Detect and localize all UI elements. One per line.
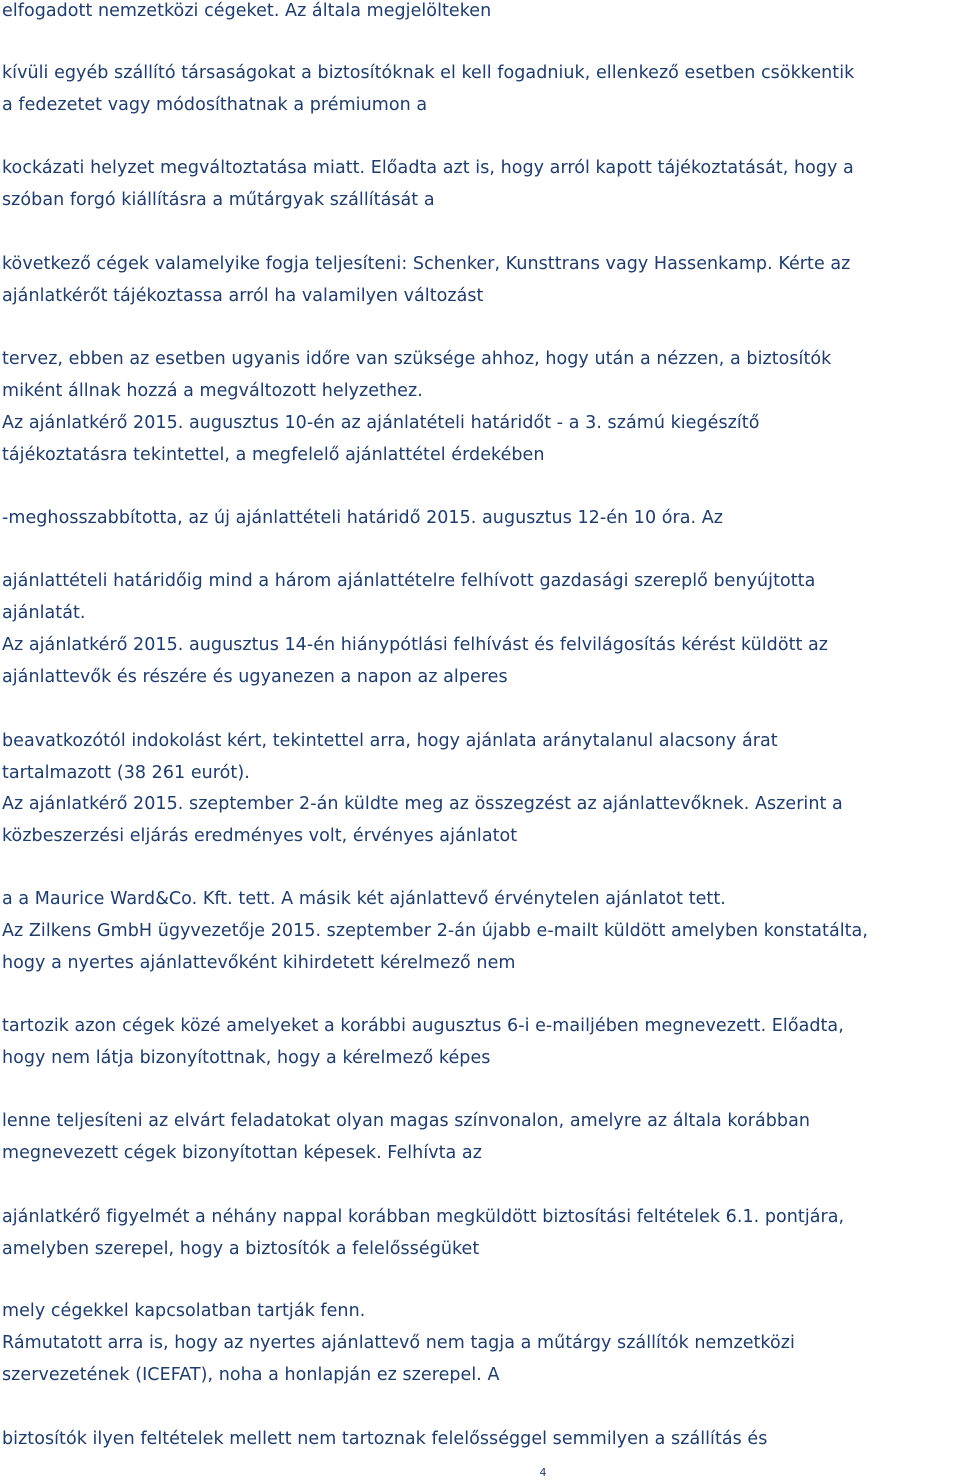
text-line: elfogadott nemzetközi cégeket. Az általa megjelölteken (2, 1, 492, 21)
text-line: lenne teljesíteni az elvárt feladatokat olyan magas színvonalon, amelyre az általa korábban (2, 1111, 810, 1131)
text-line: miként állnak hozzá a megváltozott helyzethez. (2, 381, 423, 401)
text-line: hogy a nyertes ajánlattevőként kihirdetett kérelmező nem (2, 953, 516, 973)
text-line: ajánlatkérőt tájékoztassa arról ha valamilyen változást (2, 286, 484, 306)
text-line: szervezetének (ICEFAT), noha a honlapján ez szerepel. A (2, 1365, 500, 1385)
text-line: hogy nem látja bizonyítottnak, hogy a kérelmező képes (2, 1048, 491, 1068)
text-line: mely cégekkel kapcsolatban tartják fenn. (2, 1301, 366, 1321)
text-line: a fedezetet vagy módosíthatnak a prémiumon a (2, 95, 428, 115)
text-line: a a Maurice Ward&Co. Kft. tett. A másik két ajánlattevő érvénytelen ajánlatot tett. (2, 889, 726, 909)
text-line: amelyben szerepel, hogy a biztosítók a felelősségüket (2, 1239, 480, 1259)
text-line: Az Zilkens GmbH ügyvezetője 2015. szeptember 2-án újabb e-mailt küldött amelyben konstatálta, (2, 921, 868, 941)
text-line: Az ajánlatkérő 2015. augusztus 10-én az ajánlatételi határidőt - a 3. számú kiegészítő (2, 413, 760, 433)
text-line: Az ajánlatkérő 2015. szeptember 2-án küldte meg az összegzést az ajánlattevőknek. Aszerint a (2, 794, 843, 814)
text-line: ajánlattevők és részére és ugyanezen a napon az alperes (2, 667, 508, 687)
text-line: közbeszerzési eljárás eredményes volt, érvényes ajánlatot (2, 826, 518, 846)
text-line: ajánlatát. (2, 603, 86, 623)
text-line: Az ajánlatkérő 2015. augusztus 14-én hiánypótlási felhívást és felvilágosítás kérést küldött az (2, 635, 829, 655)
text-line: Rámutatott arra is, hogy az nyertes ajánlattevő nem tagja a műtárgy szállítók nemzetközi (2, 1333, 795, 1353)
text-line: kívüli egyéb szállító társaságokat a biztosítóknak el kell fogadniuk, ellenkező esetben csökkentik (2, 63, 855, 83)
text-line: következő cégek valamelyike fogja teljesíteni: Schenker, Kunsttrans vagy Hassenkamp. Kérte az (2, 254, 851, 274)
text-line: tájékoztatásra tekintettel, a megfelelő ajánlattétel érdekében (2, 445, 545, 465)
text-line: -meghosszabbította, az új ajánlattételi határidő 2015. augusztus 12-én 10 óra. Az (2, 508, 724, 528)
text-line: beavatkozótól indokolást kért, tekintettel arra, hogy ajánlata aránytalanul alacsony árat (2, 731, 778, 751)
page-number: 4 (539, 1466, 547, 1479)
text-line: tartalmazott (38 261 eurót). (2, 763, 250, 783)
text-line: tartozik azon cégek közé amelyeket a korábbi augusztus 6-i e-mailjében megnevezett. Előadta, (2, 1016, 844, 1036)
text-line: tervez, ebben az esetben ugyanis időre van szüksége ahhoz, hogy után a nézzen, a biztosítók (2, 349, 832, 369)
text-line: biztosítók ilyen feltételek mellett nem tartoznak felelősséggel semmilyen a szállítás és (2, 1429, 768, 1449)
text-line: megnevezett cégek bizonyítottan képesek. Felhívta az (2, 1143, 482, 1163)
text-line: ajánlatkérő figyelmét a néhány nappal korábban megküldött biztosítási feltételek 6.1. pontjára, (2, 1207, 845, 1227)
text-line: szóban forgó kiállításra a műtárgyak szállítását a (2, 190, 435, 210)
text-line: ajánlattételi határidőig mind a három ajánlattételre felhívott gazdasági szereplő benyújtotta (2, 571, 816, 591)
text-line: kockázati helyzet megváltoztatása miatt. Előadta azt is, hogy arról kapott tájékoztatását, hogy a (2, 158, 854, 178)
